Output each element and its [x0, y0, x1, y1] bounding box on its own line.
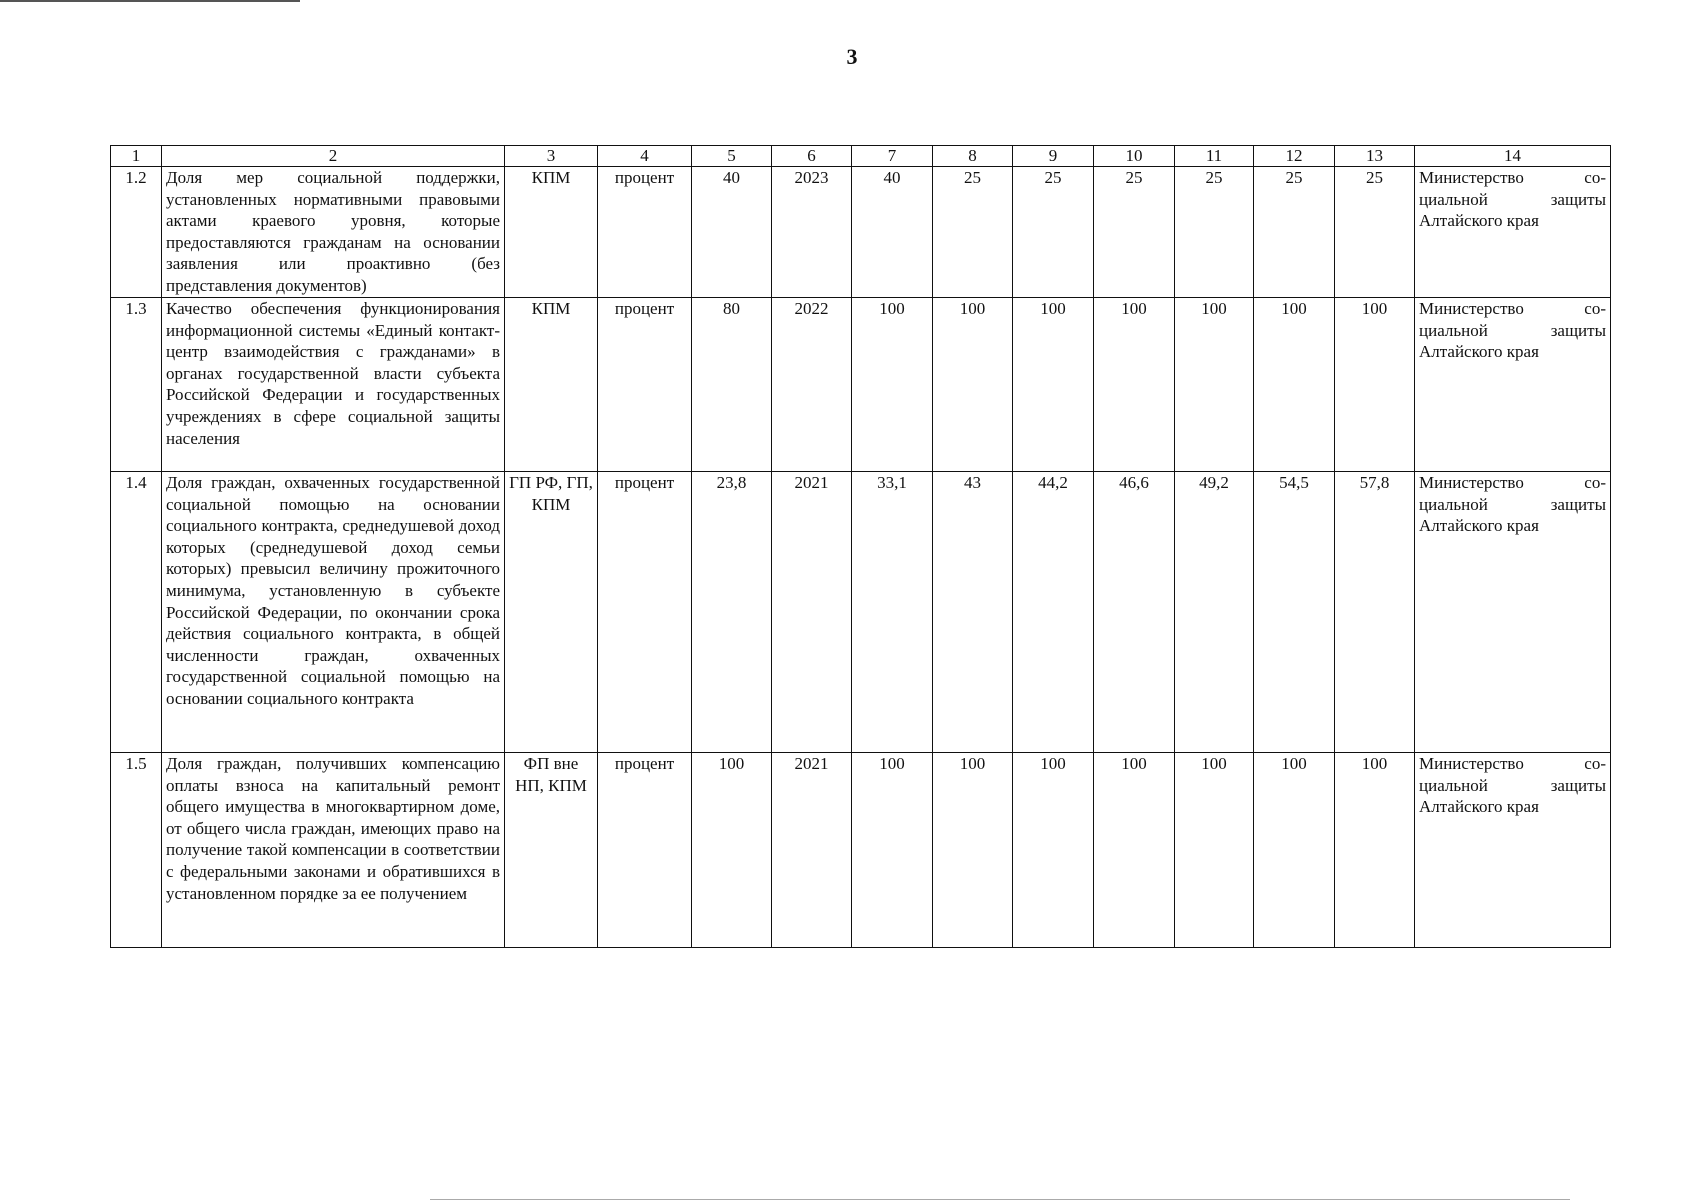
value-col-10: 46,6: [1094, 472, 1175, 753]
responsible-body: [1415, 298, 1611, 472]
value-col-8: 43: [933, 472, 1013, 753]
indicator-unit: процент: [598, 298, 692, 472]
responsible-text: циальной: [1419, 320, 1488, 340]
responsible-text: Министерство: [1419, 473, 1524, 492]
responsible-text: Министерство: [1419, 299, 1524, 318]
value-col-13: 57,8: [1335, 472, 1415, 753]
base-year: 2021: [772, 753, 852, 948]
value-col-11: 25: [1175, 167, 1254, 298]
value-col-13: 25: [1335, 167, 1415, 298]
value-col-10: 100: [1094, 753, 1175, 948]
responsible-text: защиты: [1550, 320, 1606, 340]
base-value: 100: [692, 753, 772, 948]
indicator-source: КПМ: [505, 167, 598, 298]
base-value: 80: [692, 298, 772, 472]
responsible-line: Алтайского края: [1419, 211, 1539, 231]
responsible-text: защиты: [1550, 189, 1606, 209]
responsible-line: [1419, 472, 1606, 494]
column-header: 5: [692, 146, 772, 167]
responsible-body: [1415, 472, 1611, 753]
value-col-8: 100: [933, 298, 1013, 472]
column-header: 2: [162, 146, 505, 167]
responsible-line: [1419, 298, 1606, 320]
indicators-table: [110, 145, 1611, 948]
responsible-text: со-: [1584, 168, 1606, 187]
value-col-7: 40: [852, 167, 933, 298]
value-col-9: 100: [1013, 753, 1094, 948]
value-col-12: 100: [1254, 753, 1335, 948]
base-value: 40: [692, 167, 772, 298]
indicator-source: КПМ: [505, 298, 598, 472]
indicator-unit: процент: [598, 472, 692, 753]
value-col-11: 100: [1175, 298, 1254, 472]
indicator-unit: процент: [598, 753, 692, 948]
value-col-12: 54,5: [1254, 472, 1335, 753]
responsible-text: со-: [1584, 754, 1606, 773]
row-id: 1.4: [111, 472, 162, 753]
responsible-line: [1419, 753, 1606, 775]
column-header: 9: [1013, 146, 1094, 167]
page-number: 3: [846, 44, 858, 69]
responsible-text: со-: [1584, 299, 1606, 318]
responsible-text: со-: [1584, 473, 1606, 492]
responsible-text: циальной: [1419, 775, 1488, 795]
column-header: 13: [1335, 146, 1415, 167]
column-header: 7: [852, 146, 933, 167]
value-col-12: 100: [1254, 298, 1335, 472]
responsible-text: циальной: [1419, 494, 1488, 514]
indicator-source: ФП вне НП, КПМ: [505, 753, 598, 948]
indicator-source: ГП РФ, ГП, КПМ: [505, 472, 598, 753]
table-row: [111, 472, 1611, 753]
responsible-text: защиты: [1550, 494, 1606, 514]
responsible-line: Алтайского края: [1419, 342, 1539, 362]
table-row: [111, 753, 1611, 948]
value-col-7: 100: [852, 753, 933, 948]
value-col-13: 100: [1335, 298, 1415, 472]
responsible-text: Министерство: [1419, 168, 1524, 187]
base-year: 2023: [772, 167, 852, 298]
indicator-unit: процент: [598, 167, 692, 298]
value-col-11: 100: [1175, 753, 1254, 948]
value-col-13: 100: [1335, 753, 1415, 948]
value-col-7: 33,1: [852, 472, 933, 753]
responsible-line: [1419, 494, 1606, 516]
base-value: 23,8: [692, 472, 772, 753]
indicator-description: Доля мер социальной поддержки, установленных нормативными правовыми актами краевого уровня, которые предоставляются гражданам на основании заявления или проактивно (без представления документов): [162, 167, 505, 298]
responsible-text: защиты: [1550, 775, 1606, 795]
row-id: 1.3: [111, 298, 162, 472]
column-header: 4: [598, 146, 692, 167]
value-col-12: 25: [1254, 167, 1335, 298]
column-header: 1: [111, 146, 162, 167]
column-header: 10: [1094, 146, 1175, 167]
responsible-body: [1415, 753, 1611, 948]
column-header: 6: [772, 146, 852, 167]
base-year: 2022: [772, 298, 852, 472]
column-header: 11: [1175, 146, 1254, 167]
row-id: 1.5: [111, 753, 162, 948]
value-col-11: 49,2: [1175, 472, 1254, 753]
value-col-9: 100: [1013, 298, 1094, 472]
indicator-description: Доля граждан, охваченных государственной социальной помощью на основании социального контракта, среднедушевой доход которых (среднедушевой доход семьи которых) превысил величину прожиточного минимума, установленную в субъекте Российской Федерации, по окончании срока действия социального контракта, в общей численности граждан, охваченных государственной социальной помощью на основании социального контракта: [162, 472, 505, 753]
base-year: 2021: [772, 472, 852, 753]
responsible-text: циальной: [1419, 189, 1488, 209]
column-header: 12: [1254, 146, 1335, 167]
table-row: [111, 167, 1611, 298]
responsible-body: [1415, 167, 1611, 298]
responsible-text: Министерство: [1419, 754, 1524, 773]
table-row: [111, 298, 1611, 472]
column-header: 3: [505, 146, 598, 167]
value-col-7: 100: [852, 298, 933, 472]
column-header: 14: [1415, 146, 1611, 167]
responsible-line: Алтайского края: [1419, 797, 1539, 817]
responsible-line: [1419, 167, 1606, 189]
row-id: 1.2: [111, 167, 162, 298]
column-number-row: [111, 146, 1611, 167]
value-col-10: 25: [1094, 167, 1175, 298]
value-col-9: 25: [1013, 167, 1094, 298]
scan-edge-top: [0, 0, 300, 2]
responsible-line: [1419, 189, 1606, 211]
column-header: 8: [933, 146, 1013, 167]
value-col-8: 100: [933, 753, 1013, 948]
indicator-description: Доля граждан, получивших компенсацию оплаты взноса на капитальный ремонт общего имущества в многоквартирном доме, от общего числа граждан, имеющих право на получение такой компенсации в соответствии с федеральными законами и обратившихся в установленном порядке за ее получением: [162, 753, 505, 948]
responsible-line: [1419, 775, 1606, 797]
value-col-8: 25: [933, 167, 1013, 298]
value-col-10: 100: [1094, 298, 1175, 472]
value-col-9: 44,2: [1013, 472, 1094, 753]
responsible-line: [1419, 320, 1606, 342]
indicator-description: Качество обеспечения функционирования информационной системы «Единый контакт-центр взаимодействия с гражданами» в органах государственной власти субъекта Российской Федерации и государственных учреждениях в сфере социальной защиты населения: [162, 298, 505, 472]
responsible-line: Алтайского края: [1419, 516, 1539, 536]
